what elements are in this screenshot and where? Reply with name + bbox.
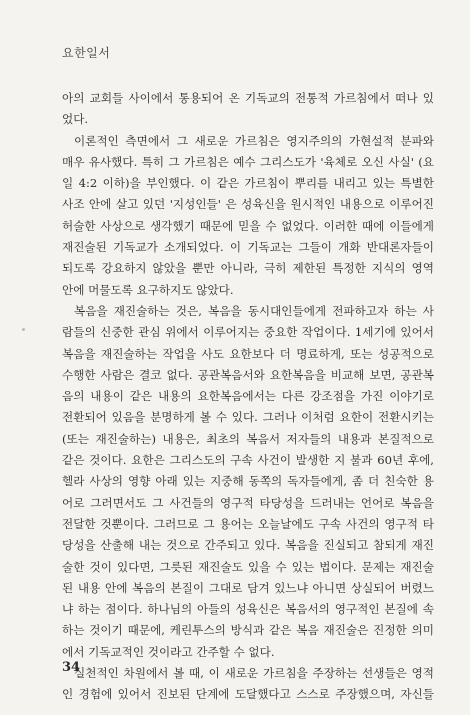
body-line: 복음을 재진술하는 것은, 복음을 동시대인들에게 전파하고자 하는 사 [74,303,434,318]
body-line: 인 경험에 있어서 진보된 단계에 도달했다고 스스로 주장했으며, 자신들 [62,687,434,702]
body-line: 냐 하는 점이다. 하나님의 아들의 성육신은 복음서의 영구적인 본질에 속 [62,602,434,617]
body-line: 전환되어 있음을 분명하게 볼 수 있다. 그러나 이처럼 요한이 전환시키는 [62,410,434,425]
body-line: 술한 것이 있다면, 그릇된 재진술도 있을 수 있는 법이다. 문제는 재진술 [62,559,434,574]
body-line: 실천적인 차원에서 볼 때, 이 새로운 가르침을 주장하는 선생들은 영적 [74,666,434,681]
body-line: 허술한 사상으로 생각했기 때문에 믿을 수 없었다. 이러한 때에 이들에게 [62,218,434,233]
body-line: 수행한 사람은 결코 없다. 공관복음서와 요한복음을 비교해 보면, 공관복 [62,367,434,382]
body-line: 안에 머물도록 요구하지도 않았다. [62,282,234,297]
body-line: 당성을 산출해 내는 것으로 간주되고 있다. 복음을 진실되고 참되게 재진 [62,538,434,553]
body-line: 아의 교회들 사이에서 통용되어 온 기독교의 전통적 가르침에서 떠나 있 [62,91,434,105]
body-line: 음의 내용이 같은 내용의 요한복음에서는 다른 강조점을 가진 이야기로 [62,389,434,404]
body-line: 었다. [62,112,89,127]
body-line: 어로 그러면서도 그 사건들의 영구적 타당성을 드러내는 언어로 복음을 [62,495,434,510]
body-line: 사조 안에 살고 있던 '지성인들' 은 성육신을 원시적인 내용으로 이루어진 [62,197,434,212]
body-line: 헬라 사상의 영향 아래 있는 지중해 동쪽의 독자들에게, 좀 더 친숙한 용 [62,474,434,489]
page-number: 34 [62,660,81,675]
body-text [62,88,434,706]
body-line: 에서 기독교적인 것이라고 간주할 수 없다. [62,644,275,659]
body-line: 람들의 신중한 관심 위에서 이루어지는 중요한 작업이다. 1세기에 있어서 [62,325,434,340]
body-line: 재진술된 기독교가 소개되었다. 이 기독교는 그들이 개화 반대론자들이 [62,240,434,255]
body-line: 된 내용 안에 복음의 본질이 그대로 담겨 있느냐 아니면 상실되어 버렸느 [62,580,434,595]
body-line: 일 4:2 이하)을 부인했다. 이 같은 가르침이 뿌리를 내리고 있는 특별한 [62,176,434,191]
running-header: 요한일서 [62,46,111,60]
body-line: 전달한 것뿐이다. 그러므로 그 용어는 오늘날에도 구속 사건의 영구적 타 [62,516,434,531]
body-line: 되도록 강요하지 않았을 뿐만 아니라, 극히 제한된 특정한 지식의 영역 [62,261,434,276]
body-line: 하는 것이기 때문에, 케린투스의 방식과 같은 복음 재진술은 진정한 의미 [62,623,434,638]
body-line: 매우 유사했다. 특히 그 가르침은 예수 그리스도가 '육체로 오신 사실' (요 [62,154,434,169]
body-line: 이론적인 측면에서 그 새로운 가르침은 영지주의의 가현설적 분파와 [74,133,434,148]
body-line: (또는 재진술하는) 내용은, 최초의 복음서 저자들의 내용과 본질적으로 [62,431,434,446]
body-line: 같은 것이다. 요한은 그리스도의 구속 사건이 발생한 지 불과 60년 후에, [62,453,434,468]
body-line: 복음을 재진술하는 작업을 사도 요한보다 더 명료하게, 또는 성공적으로 [62,346,434,361]
margin-mark [22,328,25,331]
